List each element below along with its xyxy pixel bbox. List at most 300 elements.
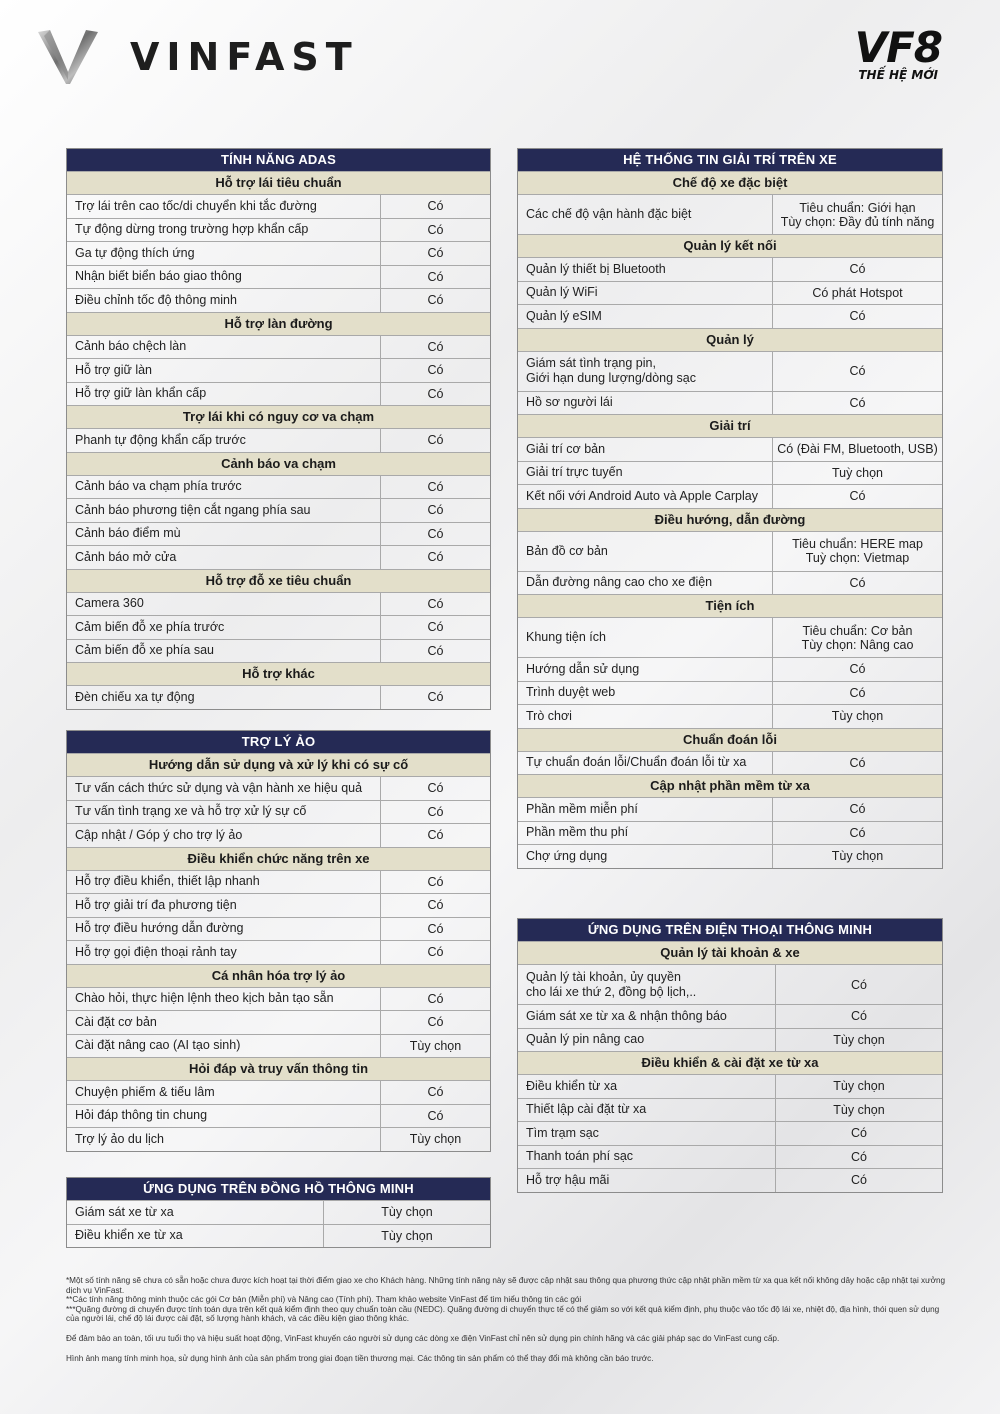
- feature-cell: [518, 485, 773, 508]
- table-row: [67, 358, 490, 382]
- feature-label: Hỗ trợ gọi điện thoại rảnh tay: [75, 944, 237, 959]
- table-row: [518, 257, 942, 281]
- feature-label: Tư vấn tình trạng xe và hỗ trợ xử lý sự cố: [75, 804, 307, 819]
- feature-label: Trợ lái trên cao tốc/di chuyển khi tắc đường: [75, 198, 317, 213]
- feature-cell: [67, 941, 381, 964]
- value-cell: [381, 777, 490, 800]
- feature-value: Có: [849, 685, 866, 700]
- feature-value: Có: [427, 246, 444, 261]
- value-cell: [776, 965, 942, 1004]
- adas-panel: [66, 148, 491, 710]
- feature-cell: [67, 1011, 381, 1034]
- feature-cell: [67, 383, 381, 406]
- feature-label: Giải trí cơ bản: [526, 441, 606, 456]
- feature-value: Có: [427, 643, 444, 658]
- value-cell: [773, 705, 942, 728]
- value-cell: [381, 499, 490, 522]
- feature-cell: [518, 1122, 776, 1145]
- value-cell: [773, 305, 942, 328]
- value-cell: [776, 1075, 942, 1098]
- feature-value: Có: [849, 395, 866, 410]
- value-cell: [776, 1122, 942, 1145]
- feature-cell: [518, 1075, 776, 1098]
- model-name: VF8: [854, 23, 942, 72]
- feature-cell: [518, 658, 773, 681]
- feature-label: Bản đồ cơ bản: [526, 543, 608, 558]
- vinfast-v-emblem-icon: [36, 28, 100, 86]
- panel-title: ỨNG DỤNG TRÊN ĐIỆN THOẠI THÔNG MINH: [518, 919, 942, 941]
- value-cell: [773, 282, 942, 305]
- footnotes: [66, 1276, 946, 1363]
- section-header: Cá nhân hóa trợ lý ảo: [67, 964, 490, 987]
- value-cell: [381, 871, 490, 894]
- feature-label: Hỗ trợ hậu mãi: [526, 1172, 610, 1187]
- feature-value: Có: [427, 1015, 444, 1030]
- value-cell: [381, 894, 490, 917]
- table-row: [518, 681, 942, 705]
- table-row: [67, 615, 490, 639]
- section-header: Hướng dẫn sử dụng và xử lý khi có sự cố: [67, 753, 490, 776]
- value-cell: [773, 392, 942, 415]
- table-row: [518, 281, 942, 305]
- feature-cell: [67, 359, 381, 382]
- table-row: [67, 335, 490, 359]
- section-header: Cập nhật phần mềm từ xa: [518, 774, 942, 797]
- value-cell: [381, 219, 490, 242]
- feature-cell: [518, 1029, 776, 1052]
- table-row: [67, 776, 490, 800]
- table-row: [67, 1010, 490, 1034]
- feature-value: Có: [427, 874, 444, 889]
- feature-label: Cập nhật / Góp ý cho trợ lý ảo: [75, 827, 243, 842]
- value-cell: [773, 438, 942, 461]
- table-row: [67, 1080, 490, 1104]
- value-cell: [381, 918, 490, 941]
- feature-cell: [518, 305, 773, 328]
- feature-label: Phần mềm miễn phí: [526, 801, 638, 816]
- table-row: [67, 1224, 490, 1248]
- panel-title: ỨNG DỤNG TRÊN ĐỒNG HỒ THÔNG MINH: [67, 1178, 490, 1200]
- value-cell: [773, 532, 942, 571]
- value-cell: [381, 476, 490, 499]
- feature-label: Điều chỉnh tốc độ thông minh: [75, 292, 237, 307]
- feature-cell: [67, 1128, 381, 1151]
- feature-value: Tùy chọn: [831, 709, 884, 724]
- feature-cell: [67, 1035, 381, 1058]
- table-row: [518, 797, 942, 821]
- value-cell: [776, 1029, 942, 1052]
- feature-label: Cảnh báo mở cửa: [75, 549, 177, 564]
- table-row: [518, 844, 942, 868]
- feature-cell: [518, 1099, 776, 1122]
- value-cell: [773, 352, 942, 391]
- feature-cell: [67, 777, 381, 800]
- footnote-2: **Các tính năng thông minh thuộc các gói Cơ bản (Miễn phí) và Nâng cao (Tính phí). Tham khảo website VinFast để tìm hiểu thông tin các gói: [66, 1295, 582, 1305]
- feature-value: Có: [427, 781, 444, 796]
- section-header: Chuẩn đoán lỗi: [518, 728, 942, 751]
- feature-value: Tùy chọn: [833, 1102, 885, 1117]
- feature-value: Có: [851, 1126, 867, 1141]
- feature-value: Có: [427, 1108, 444, 1123]
- feature-value: Tùy chọn: [381, 1228, 433, 1243]
- value-cell: [773, 195, 942, 234]
- value-cell: [324, 1225, 490, 1248]
- feature-label: Hỗ trợ giữ làn: [75, 362, 153, 377]
- section-header: Điều khiển & cài đặt xe từ xa: [518, 1051, 942, 1074]
- section-header: Quản lý: [518, 328, 942, 351]
- feature-value: Có phát Hotspot: [812, 285, 903, 300]
- value-cell: [776, 1005, 942, 1028]
- virtual-assistant-panel: [66, 730, 491, 1152]
- feature-cell: [67, 801, 381, 824]
- section-header: Cảnh báo va chạm: [67, 452, 490, 475]
- feature-label: Đèn chiếu xa tự động: [75, 689, 195, 704]
- value-cell: [381, 824, 490, 847]
- feature-value: Có: [427, 690, 444, 705]
- feature-cell: [67, 195, 381, 218]
- feature-value: Tiêu chuẩn: Cơ bản Tùy chọn: Nâng cao: [801, 623, 914, 652]
- value-cell: [381, 616, 490, 639]
- table-row: [67, 475, 490, 499]
- feature-value: Có: [427, 804, 444, 819]
- table-row: [67, 522, 490, 546]
- feature-value: Có: [849, 755, 866, 770]
- value-cell: [381, 593, 490, 616]
- table-row: [67, 265, 490, 289]
- value-cell: [381, 359, 490, 382]
- feature-value: Có: [851, 1173, 867, 1188]
- feature-label: Cảnh báo phương tiện cắt ngang phía sau: [75, 502, 311, 517]
- table-row: [518, 704, 942, 728]
- table-row: [518, 1098, 942, 1122]
- value-cell: [773, 618, 942, 657]
- feature-label: Thanh toán phí sạc: [526, 1149, 634, 1164]
- feature-cell: [67, 523, 381, 546]
- value-cell: [773, 258, 942, 281]
- feature-label: Cài đặt cơ bản: [75, 1014, 157, 1029]
- table-row: [518, 351, 942, 391]
- feature-label: Tự động dừng trong trường hợp khẩn cấp: [75, 222, 309, 237]
- feature-cell: [518, 282, 773, 305]
- table-row: [518, 1004, 942, 1028]
- panel-title: TRỢ LÝ ẢO: [67, 731, 490, 753]
- feature-value: Tùy chọn: [831, 849, 884, 864]
- feature-label: Điều khiển từ xa: [526, 1078, 618, 1093]
- feature-value: Có: [849, 662, 866, 677]
- feature-cell: [518, 392, 773, 415]
- value-cell: [381, 383, 490, 406]
- feature-label: Chào hỏi, thực hiện lệnh theo kịch bản tạo sẵn: [75, 991, 334, 1006]
- table-row: [67, 288, 490, 312]
- feature-cell: [67, 1105, 381, 1128]
- feature-cell: [67, 289, 381, 312]
- feature-value: Có: [851, 977, 867, 992]
- table-row: [518, 571, 942, 595]
- feature-value: Có: [427, 526, 444, 541]
- feature-cell: [518, 1169, 776, 1192]
- feature-value: Có: [427, 433, 444, 448]
- feature-label: Thiết lập cài đặt từ xa: [526, 1102, 647, 1117]
- feature-value: Có: [849, 489, 866, 504]
- value-cell: [773, 752, 942, 775]
- feature-cell: [67, 686, 381, 709]
- feature-label: Kết nối với Android Auto và Apple Carplay: [526, 488, 758, 503]
- value-cell: [381, 336, 490, 359]
- feature-label: Trợ lý ảo du lịch: [75, 1131, 165, 1146]
- value-cell: [381, 1105, 490, 1128]
- value-cell: [773, 485, 942, 508]
- infotainment-panel: [517, 148, 943, 869]
- value-cell: [773, 798, 942, 821]
- table-row: [518, 1074, 942, 1098]
- section-header: Chế độ xe đặc biệt: [518, 171, 942, 194]
- feature-cell: [518, 822, 773, 845]
- feature-value: Tiêu chuẩn: Giới hạn Tùy chọn: Đầy đủ tính năng: [780, 200, 935, 229]
- feature-label: Hỗ trợ điều khiển, thiết lập nhanh: [75, 874, 260, 889]
- feature-value: Có: [427, 898, 444, 913]
- table-row: [518, 1168, 942, 1192]
- feature-value: Có: [849, 825, 866, 840]
- table-row: [518, 437, 942, 461]
- feature-value: Có: [427, 199, 444, 214]
- value-cell: [381, 523, 490, 546]
- feature-value: Có: [427, 503, 444, 518]
- panel-title: HỆ THỐNG TIN GIẢI TRÍ TRÊN XE: [518, 149, 942, 171]
- vinfast-logo: [36, 28, 359, 86]
- feature-value: Có: [427, 596, 444, 611]
- table-row: [67, 194, 490, 218]
- feature-label: Quản lý thiết bị Bluetooth: [526, 261, 666, 276]
- feature-value: Có: [427, 620, 444, 635]
- section-header: Tiện ích: [518, 594, 942, 617]
- feature-label: Cảnh báo chệch làn: [75, 339, 187, 354]
- section-header: Quản lý tài khoản & xe: [518, 941, 942, 964]
- value-cell: [776, 1099, 942, 1122]
- feature-label: Quản lý tài khoản, ủy quyền cho lái xe thứ 2, đồng bộ lịch,..: [526, 969, 697, 999]
- feature-cell: [67, 1225, 324, 1248]
- feature-label: Trò chơi: [526, 708, 572, 723]
- section-header: Điều khiển chức năng trên xe: [67, 847, 490, 870]
- feature-cell: [67, 219, 381, 242]
- footnote-5: Hình ảnh mang tính minh họa, sử dụng hình ảnh của sản phẩm trong giai đoạn tiền thương mại. Các thông tin sản phẩm có thể thay đổi mà không cần báo trước.: [66, 1353, 654, 1363]
- feature-cell: [518, 572, 773, 595]
- table-row: [518, 617, 942, 657]
- feature-value: Có: [851, 1149, 867, 1164]
- feature-value: Có: [427, 828, 444, 843]
- value-cell: [381, 289, 490, 312]
- feature-label: Tự chuẩn đoán lỗi/Chuẩn đoán lỗi từ xa: [526, 755, 747, 770]
- feature-label: Quản lý pin nâng cao: [526, 1032, 645, 1047]
- value-cell: [381, 801, 490, 824]
- feature-label: Camera 360: [75, 596, 144, 611]
- value-cell: [381, 195, 490, 218]
- feature-value: Có: [427, 386, 444, 401]
- feature-label: Giám sát tình trạng pin, Giới hạn dung lượng/dòng sạc: [526, 356, 697, 385]
- table-row: [67, 498, 490, 522]
- feature-label: Phần mềm thu phí: [526, 825, 629, 840]
- feature-value: Có: [849, 364, 866, 378]
- table-row: [67, 1127, 490, 1151]
- value-cell: [381, 686, 490, 709]
- table-row: [67, 1034, 490, 1058]
- table-row: [67, 639, 490, 663]
- footnote-3: ***Quãng đường di chuyển được tính toán dựa trên kết quả kiểm định theo quy chuẩn toàn cầu (NEDC). Quãng đường di chuyển thực tế có thể giảm so với kết quả kiểm định, phụ thuộc vào tốc độ lái xe, nhiệt độ, địa hình, thói quen sử dụng của người lái, chế độ lái được cài đặt, số lượng hành khách, và các điều kiện giao thông khác.: [66, 1304, 940, 1324]
- feature-cell: [518, 462, 773, 485]
- feature-label: Chuyện phiếm & tiếu lâm: [75, 1084, 215, 1099]
- smartphone-app-panel: [517, 918, 943, 1193]
- section-header: Trợ lái khi có nguy cơ va chạm: [67, 405, 490, 428]
- feature-cell: [67, 1201, 324, 1224]
- feature-cell: [67, 988, 381, 1011]
- table-row: [518, 194, 942, 234]
- value-cell: [381, 429, 490, 452]
- value-cell: [773, 822, 942, 845]
- feature-cell: [518, 682, 773, 705]
- feature-cell: [67, 593, 381, 616]
- feature-value: Có: [851, 1009, 867, 1024]
- feature-label: Chợ ứng dụng: [526, 848, 608, 863]
- feature-cell: [518, 752, 773, 775]
- feature-cell: [67, 546, 381, 569]
- table-row: [518, 1028, 942, 1052]
- feature-label: Giải trí trực tuyến: [526, 465, 623, 480]
- table-row: [518, 531, 942, 571]
- table-row: [518, 391, 942, 415]
- feature-value: Có: [427, 945, 444, 960]
- feature-label: Khung tiện ích: [526, 630, 606, 644]
- feature-label: Quản lý eSIM: [526, 308, 602, 323]
- feature-label: Cảnh báo va chạm phía trước: [75, 479, 242, 494]
- feature-cell: [518, 845, 773, 868]
- feature-value: Tùy chọn: [833, 1032, 885, 1047]
- section-header: Hỗ trợ làn đường: [67, 312, 490, 335]
- feature-value: Có: [427, 293, 444, 308]
- feature-cell: [67, 640, 381, 663]
- table-row: [67, 917, 490, 941]
- table-row: [518, 1145, 942, 1169]
- feature-value: Có: [849, 262, 866, 277]
- feature-value: Tuỳ chọn: [832, 465, 883, 480]
- feature-cell: [518, 705, 773, 728]
- value-cell: [381, 242, 490, 265]
- feature-cell: [67, 476, 381, 499]
- feature-label: Tìm trạm sạc: [526, 1125, 599, 1140]
- model-badge: [854, 23, 942, 82]
- feature-cell: [518, 1005, 776, 1028]
- feature-label: Hỗ trợ giữ làn khẩn cấp: [75, 386, 207, 401]
- feature-cell: [67, 1081, 381, 1104]
- feature-value: Có: [849, 802, 866, 817]
- table-row: [518, 964, 942, 1004]
- value-cell: [381, 1128, 490, 1151]
- section-header: Hỗ trợ đỗ xe tiêu chuẩn: [67, 569, 490, 592]
- table-row: [67, 382, 490, 406]
- value-cell: [773, 682, 942, 705]
- feature-cell: [518, 1146, 776, 1169]
- feature-value: Có: [427, 921, 444, 936]
- value-cell: [381, 1035, 490, 1058]
- value-cell: [381, 1081, 490, 1104]
- feature-value: Có: [427, 363, 444, 378]
- feature-label: Điều khiển xe từ xa: [75, 1228, 183, 1243]
- feature-value: Có: [849, 309, 866, 324]
- table-row: [67, 870, 490, 894]
- feature-value: Có: [427, 991, 444, 1006]
- table-row: [67, 893, 490, 917]
- section-header: Hỏi đáp và truy vấn thông tin: [67, 1057, 490, 1080]
- value-cell: [381, 640, 490, 663]
- feature-label: Hỗ trợ điều hướng dẫn đường: [75, 921, 244, 936]
- feature-value: Tùy chọn: [381, 1205, 433, 1220]
- footnote-4: Để đảm bảo an toàn, tối ưu tuổi thọ và hiệu suất hoạt động, VinFast khuyến cáo người sử dụng các dòng xe điện VinFast chỉ nên sử dụng pin chính hãng và các giải pháp sạc do VinFast cung cấp.: [66, 1333, 780, 1343]
- feature-cell: [67, 429, 381, 452]
- value-cell: [381, 941, 490, 964]
- feature-value: Có: [427, 550, 444, 565]
- value-cell: [773, 462, 942, 485]
- feature-cell: [67, 616, 381, 639]
- value-cell: [776, 1146, 942, 1169]
- feature-label: Các chế độ vận hành đặc biệt: [526, 207, 692, 221]
- feature-label: Phanh tự động khẩn cấp trước: [75, 432, 246, 447]
- section-header: Giải trí: [518, 414, 942, 437]
- table-row: [67, 218, 490, 242]
- feature-value: Có: [849, 575, 866, 590]
- feature-cell: [518, 798, 773, 821]
- feature-label: Nhận biết biển báo giao thông: [75, 269, 242, 284]
- feature-cell: [518, 618, 773, 657]
- feature-label: Hỏi đáp thông tin chung: [75, 1108, 208, 1123]
- value-cell: [324, 1201, 490, 1224]
- feature-value: Tùy chọn: [409, 1038, 462, 1053]
- feature-cell: [518, 195, 773, 234]
- table-row: [518, 1121, 942, 1145]
- value-cell: [773, 658, 942, 681]
- brand-name: VINFAST: [130, 35, 359, 79]
- feature-value: Tiêu chuẩn: HERE map Tuỳ chọn: Vietmap: [792, 537, 923, 565]
- feature-value: Có (Đài FM, Bluetooth, USB): [777, 442, 938, 457]
- feature-value: Tùy chọn: [409, 1132, 462, 1147]
- section-header: Hỗ trợ lái tiêu chuẩn: [67, 171, 490, 194]
- feature-label: Dẫn đường nâng cao cho xe điện: [526, 575, 713, 590]
- footnote-1: *Một số tính năng sẽ chưa có sẵn hoặc chưa được kích hoạt tại thời điểm giao xe cho Khách hàng. Những tính năng này sẽ được cập nhật sau thông qua phương thức cập nhật phần mềm từ xa qua kết nối không dây hoặc cập nhật tại xưởng dịch vụ VinFast.: [66, 1276, 946, 1295]
- feature-value: Có: [427, 1085, 444, 1100]
- feature-label: Giám sát xe từ xa: [75, 1204, 174, 1219]
- feature-cell: [518, 438, 773, 461]
- feature-cell: [67, 336, 381, 359]
- feature-label: Cảm biến đỗ xe phía trước: [75, 619, 225, 634]
- value-cell: [773, 845, 942, 868]
- feature-label: Cảnh báo điểm mù: [75, 526, 181, 541]
- feature-cell: [67, 242, 381, 265]
- table-row: [67, 545, 490, 569]
- feature-label: Quản lý WiFi: [526, 285, 598, 300]
- table-row: [518, 484, 942, 508]
- table-row: [67, 428, 490, 452]
- table-row: [67, 685, 490, 709]
- feature-label: Tư vấn cách thức sử dụng và vận hành xe hiệu quả: [75, 780, 363, 795]
- table-row: [518, 461, 942, 485]
- feature-cell: [67, 918, 381, 941]
- table-row: [518, 751, 942, 775]
- table-row: [518, 304, 942, 328]
- section-header: Hỗ trợ khác: [67, 662, 490, 685]
- model-tagline: THẾ HỆ MỚI: [858, 68, 938, 82]
- smartwatch-panel: [66, 1177, 491, 1248]
- table-row: [67, 800, 490, 824]
- section-header: Quản lý kết nối: [518, 234, 942, 257]
- feature-cell: [67, 871, 381, 894]
- table-row: [67, 823, 490, 847]
